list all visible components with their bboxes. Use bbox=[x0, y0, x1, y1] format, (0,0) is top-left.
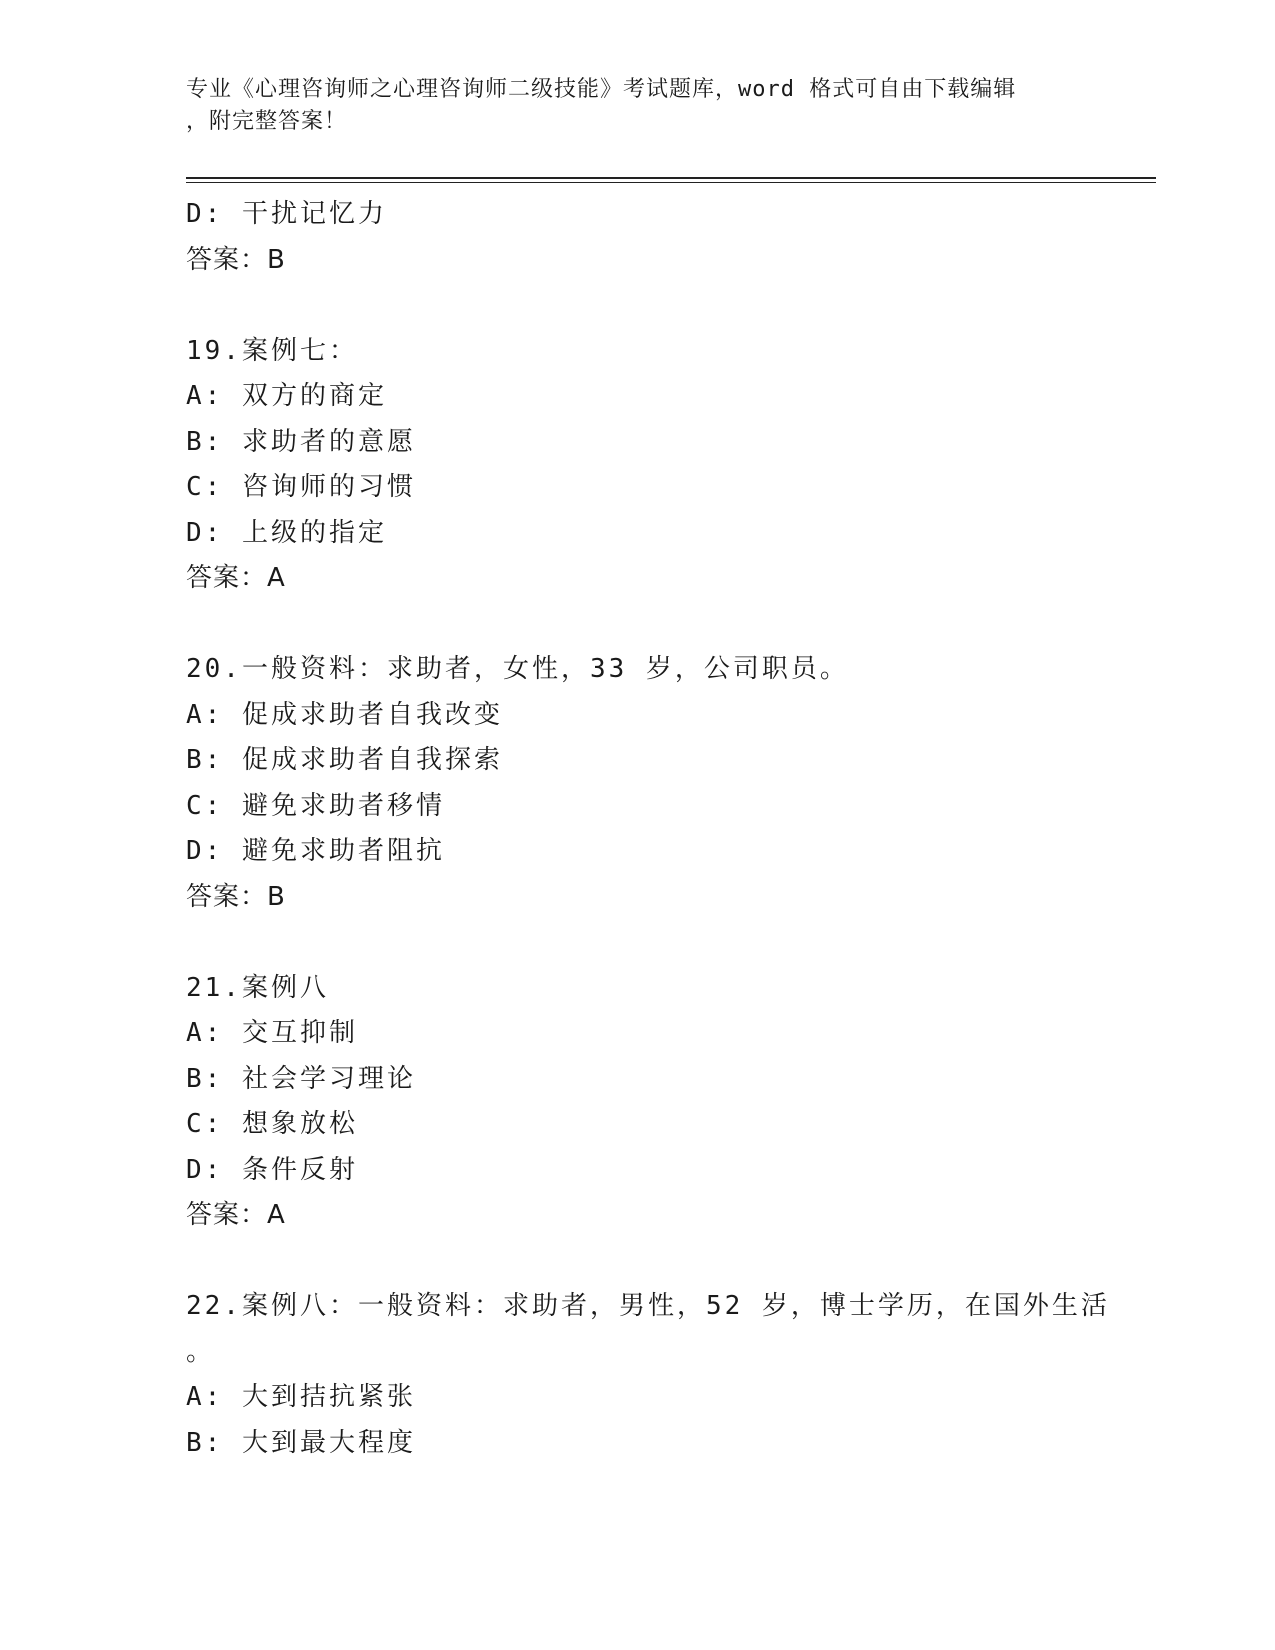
question-title-continuation: 。 bbox=[186, 1336, 216, 1367]
option-c: C: 咨询师的习惯 bbox=[186, 472, 416, 502]
question-title: 19.案例七： bbox=[186, 335, 358, 366]
option-d: D: 避免求助者阻抗 bbox=[186, 836, 445, 866]
question-19 bbox=[186, 329, 1156, 602]
question-21 bbox=[186, 966, 1156, 1239]
option-d: D: 条件反射 bbox=[186, 1154, 358, 1185]
option-d: D: 上级的指定 bbox=[186, 517, 387, 548]
option-b: B: 社会学习理论 bbox=[186, 1063, 416, 1094]
option-b: B: 求助者的意愿 bbox=[186, 426, 416, 457]
question-title: 20.一般资料：求助者，女性，33 岁，公司职员。 bbox=[186, 654, 849, 684]
option-a: A: 双方的商定 bbox=[186, 381, 387, 411]
answer-line: 答案：B bbox=[186, 244, 286, 275]
header-line-1: 专业《心理咨询师之心理咨询师二级技能》考试题库，word 格式可自由下载编辑 bbox=[186, 77, 1017, 102]
question-title: 21.案例八 bbox=[186, 972, 329, 1003]
question-title: 22.案例八：一般资料：求助者，男性，52 岁，博士学历，在国外生活 bbox=[186, 1291, 1110, 1321]
option-d: D: 干扰记忆力 bbox=[186, 199, 387, 229]
header-divider-thick bbox=[186, 177, 1156, 179]
option-a: A: 促成求助者自我改变 bbox=[186, 699, 503, 730]
option-b: B: 大到最大程度 bbox=[186, 1427, 416, 1458]
question-20 bbox=[186, 647, 1156, 920]
option-a: A: 交互抑制 bbox=[186, 1018, 358, 1048]
answer-line: 答案：A bbox=[186, 1200, 286, 1230]
option-b: B: 促成求助者自我探索 bbox=[186, 745, 503, 775]
option-c: C: 避免求助者移情 bbox=[186, 790, 445, 821]
header-divider-thin bbox=[186, 182, 1156, 183]
option-c: C: 想象放松 bbox=[186, 1109, 358, 1139]
header-line-2: ，附完整答案！ bbox=[186, 109, 348, 134]
answer-line: 答案：A bbox=[186, 563, 286, 593]
answer-line: 答案：B bbox=[186, 881, 286, 912]
option-a: A: 大到拮抗紧张 bbox=[186, 1382, 416, 1412]
question-list bbox=[186, 192, 1156, 1466]
document-header bbox=[186, 74, 1076, 138]
question-22 bbox=[186, 1284, 1156, 1466]
